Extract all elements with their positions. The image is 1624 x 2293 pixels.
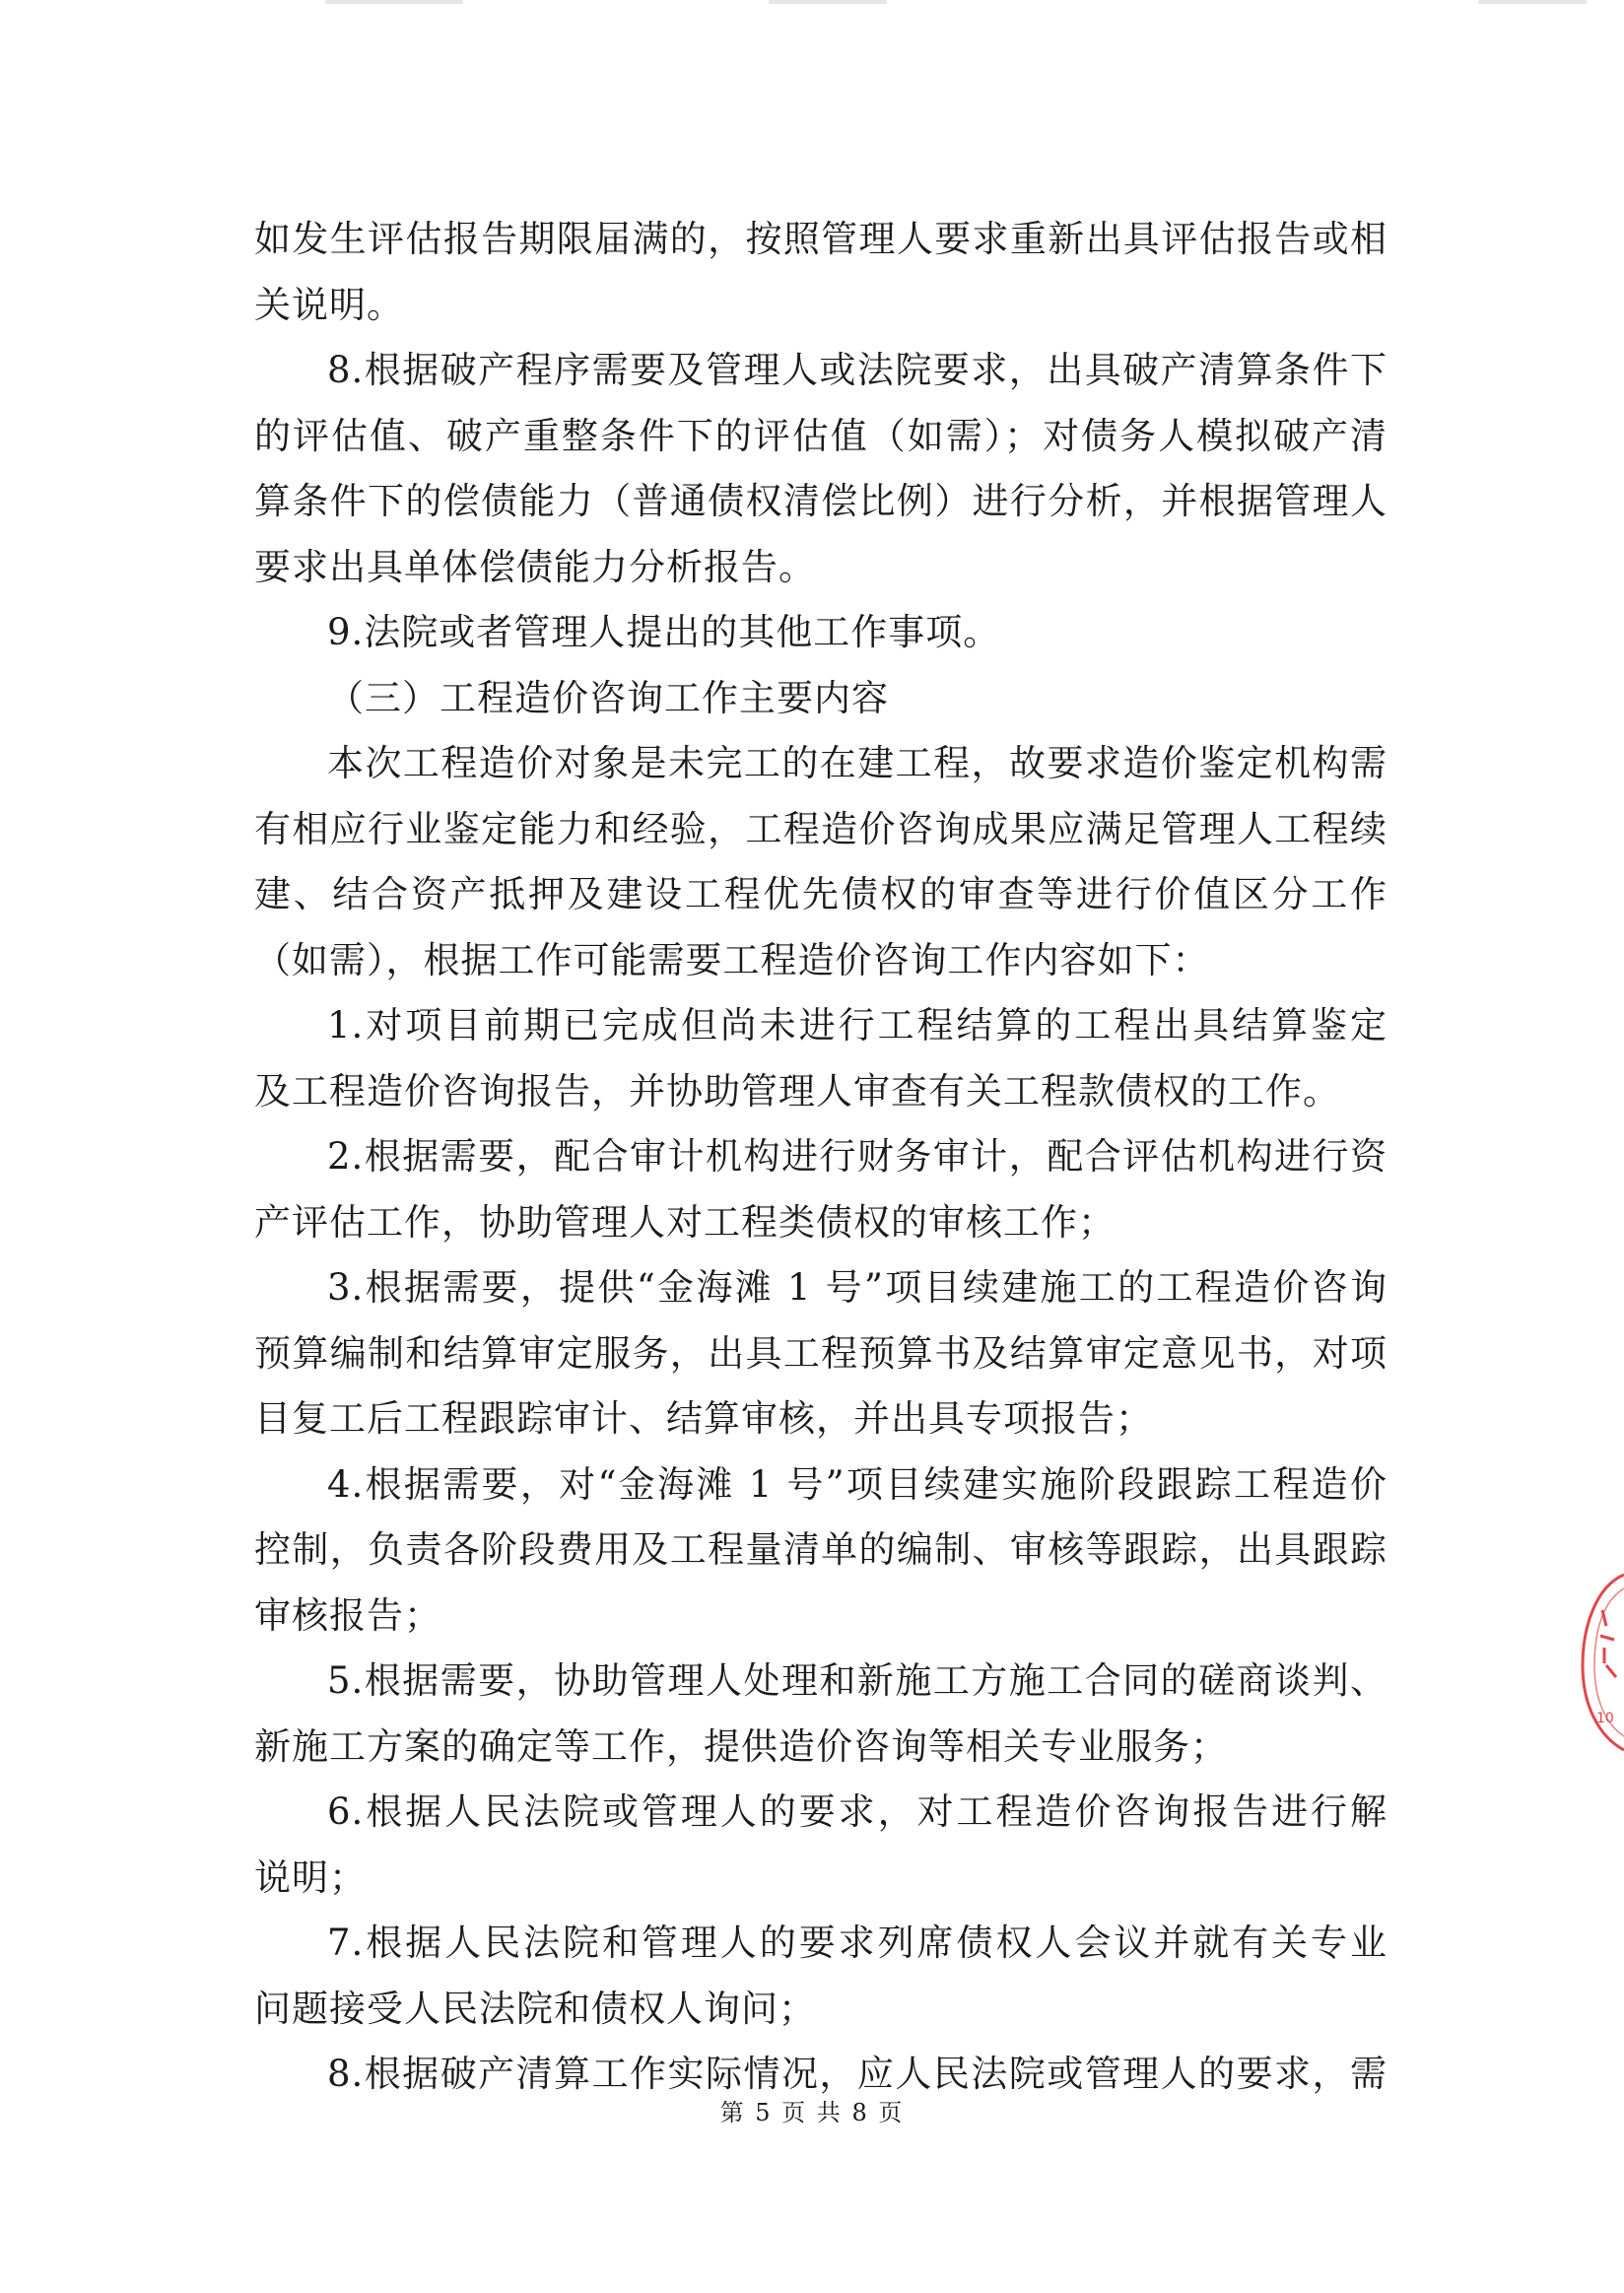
paragraph-line: （如需），根据工作可能需要工程造价咨询工作内容如下：	[254, 938, 1210, 981]
red-seal-stamp-fragment	[1577, 1567, 1624, 1754]
paragraph-line: 要求出具单体偿债能力分析报告。	[254, 545, 816, 588]
paragraph-line: 的评估值、破产重整条件下的评估值（如需）；对债务人模拟破产清	[254, 414, 1387, 457]
paragraph-first-line: 6.根据人民法院或管理人的要求，对工程造价咨询报告进行解	[327, 1790, 1387, 1833]
paragraph-first-line: 1.对项目前期已完成但尚未进行工程结算的工程出具结算鉴定	[327, 1004, 1387, 1046]
paragraph-first-line: 本次工程造价对象是未完工的在建工程，故要求造价鉴定机构需	[327, 742, 1387, 784]
paragraph-line: 关说明。	[254, 283, 404, 326]
paragraph-line: 目复工后工程跟踪审计、结算审核，并出具专项报告；	[254, 1397, 1153, 1440]
paragraph-first-line: （三）工程造价咨询工作主要内容	[327, 676, 889, 719]
scan-edge-mark	[769, 0, 887, 4]
paragraph-first-line: 8.根据破产程序需要及管理人或法院要求，出具破产清算条件下	[327, 349, 1387, 391]
paragraph-first-line: 8.根据破产清算工作实际情况，应人民法院或管理人的要求，需	[327, 2053, 1387, 2095]
paragraph-line: 有相应行业鉴定能力和经验，工程造价咨询成果应满足管理人工程续	[254, 807, 1387, 850]
scan-edge-mark	[325, 0, 463, 4]
paragraph-line: 算条件下的偿债能力（普通债权清偿比例）进行分析，并根据管理人	[254, 480, 1387, 522]
paragraph-line: 预算编制和结算审定服务，出具工程预算书及结算审定意见书，对项	[254, 1331, 1387, 1375]
paragraph-first-line: 5.根据需要，协助管理人处理和新施工方施工合同的磋商谈判、	[327, 1659, 1387, 1702]
paragraph-first-line: 7.根据人民法院和管理人的要求列席债权人会议并就有关专业	[327, 1922, 1387, 1964]
paragraph-first-line: 9.法院或者管理人提出的其他工作事项。	[327, 611, 1001, 653]
paragraph-line: 说明；	[254, 1855, 367, 1899]
paragraph-line: 审核报告；	[254, 1593, 441, 1637]
paragraph-line: 新施工方案的确定等工作，提供造价咨询等相关专业服务；	[254, 1724, 1228, 1768]
paragraph-first-line: 4.根据需要，对“金海滩 1 号”项目续建实施阶段跟踪工程造价	[327, 1462, 1387, 1506]
paragraph-line: 产评估工作，协助管理人对工程类债权的审核工作；	[254, 1200, 1116, 1244]
svg-text:10: 10	[1596, 1711, 1614, 1726]
document-body	[254, 207, 1387, 2108]
paragraph-line: 建、结合资产抵押及建设工程优先债权的审查等进行价值区分工作	[254, 873, 1387, 915]
scan-edge-mark	[1478, 0, 1587, 4]
paragraph-first-line: 3.根据需要，提供“金海滩 1 号”项目续建施工的工程造价咨询	[327, 1266, 1387, 1309]
paragraph-line: 及工程造价咨询报告，并协助管理人审查有关工程款债权的工作。	[254, 1069, 1340, 1113]
paragraph-line: 问题接受人民法院和债权人询问；	[254, 1987, 816, 2030]
paragraph-line: 控制，负责各阶段费用及工程量清单的编制、审核等跟踪，出具跟踪	[254, 1528, 1387, 1571]
paragraph-first-line: 2.根据需要，配合审计机构进行财务审计，配合评估机构进行资	[327, 1135, 1387, 1178]
page-number-footer: 第 5 页 共 8 页	[719, 2099, 905, 2126]
paragraph-line: 如发生评估报告期限届满的，按照管理人要求重新出具评估报告或相	[254, 218, 1387, 260]
